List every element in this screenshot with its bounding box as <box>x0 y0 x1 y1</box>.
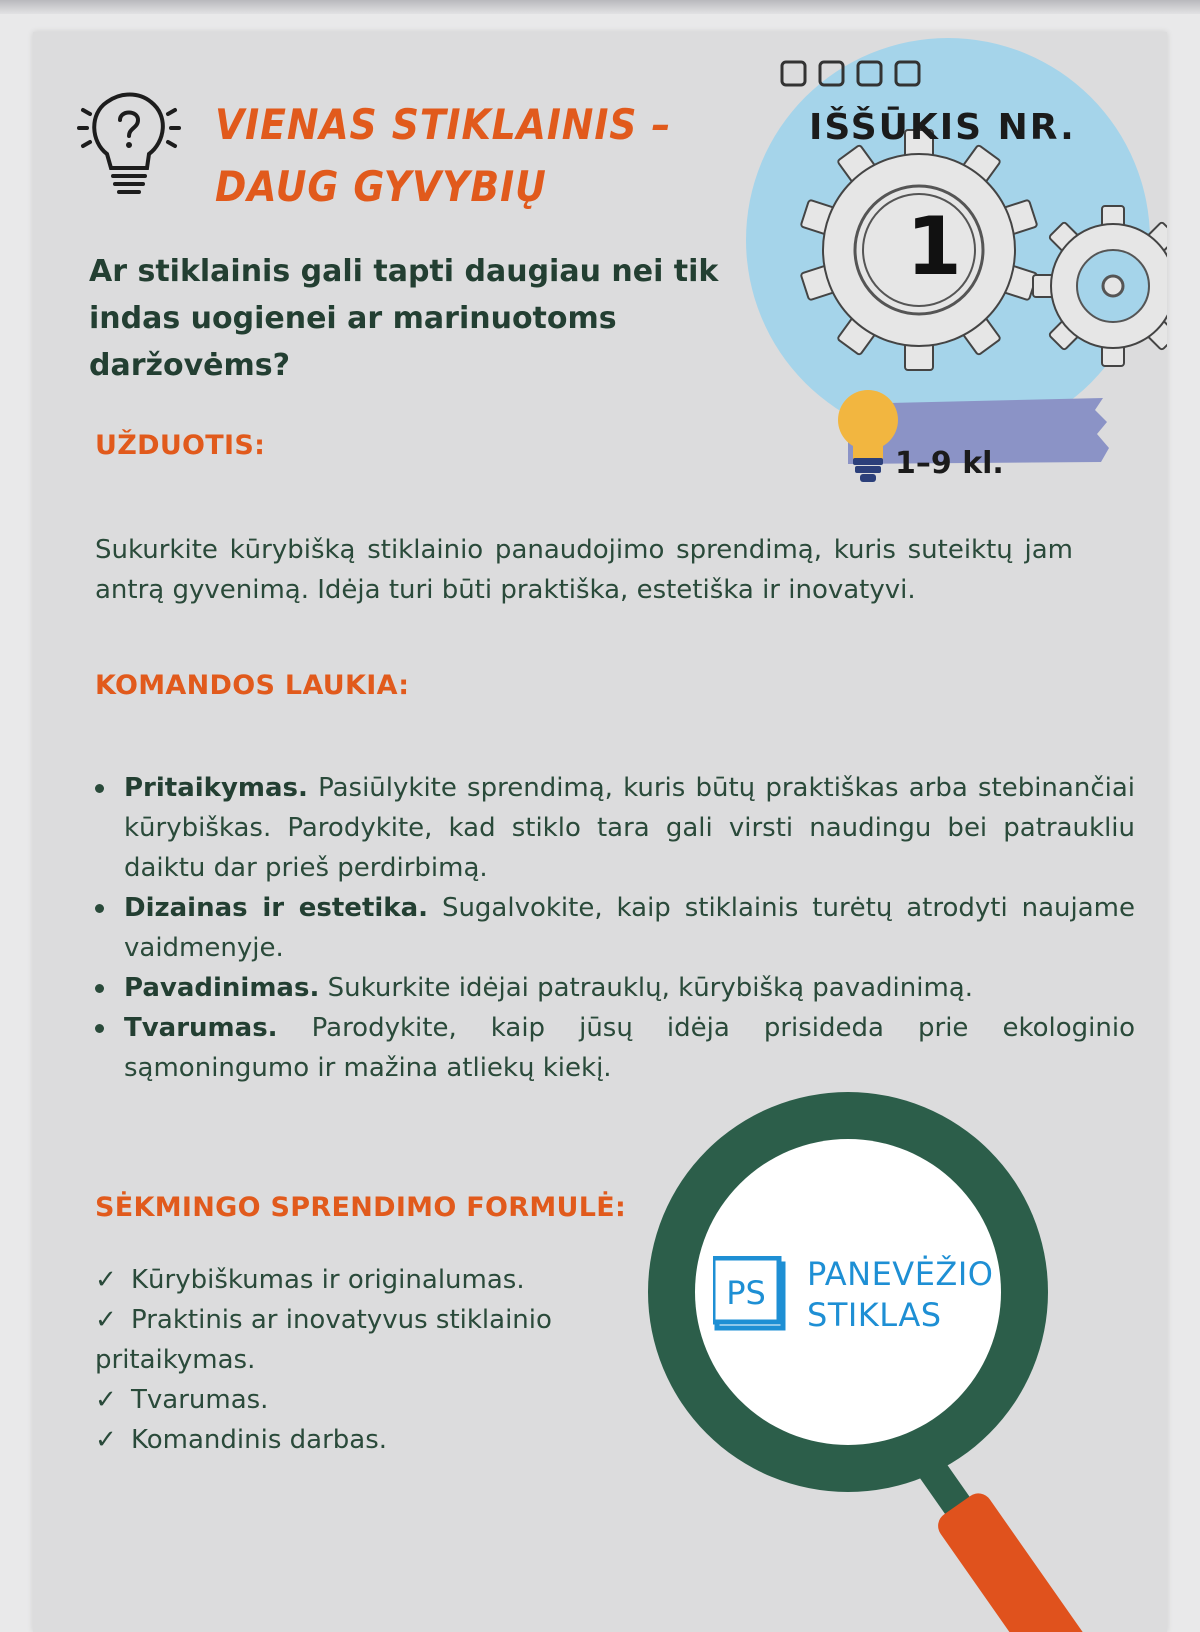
logo-mark <box>713 1256 789 1332</box>
formula-heading: SĖKMINGO SPRENDIMO FORMULĖ: <box>95 1192 627 1223</box>
page-title <box>215 94 671 218</box>
checkmark-icon: ✓ <box>95 1425 117 1455</box>
expectations-heading: KOMANDOS LAUKIA: <box>95 670 410 701</box>
title-line-2: DAUG GYVYBIŲ <box>215 162 547 211</box>
list-item: Dizainas ir estetika. Sugalvokite, kaip stiklainis turėtų atrodyti naujame vaidmenyje. <box>95 888 1135 968</box>
grade-range: 1–9 kl. <box>895 446 1004 481</box>
challenge-label: IŠŠŪKIS NR. <box>809 107 1076 148</box>
logo-name-line-2: STIKLAS <box>807 1296 942 1334</box>
title-line-1: VIENAS STIKLAINIS – <box>215 100 672 149</box>
logo-initials: PS <box>726 1274 766 1312</box>
task-text: Sukurkite kūrybišką stiklainio panaudojimo sprendimą, kuris suteiktų jam antrą gyvenimą. Idėja turi būti praktiška, estetiška ir inovatyvi. <box>95 535 1073 605</box>
list-item: Pavadinimas. Sukurkite idėjai patrauklų, kūrybišką pavadinimą. <box>95 968 1135 1008</box>
list-item: ✓ Komandinis darbas. <box>95 1420 615 1460</box>
list-item: Pritaikymas. Pasiūlykite sprendimą, kuris būtų praktiškas arba stebinančiai kūrybiškas. Parodykite, kad stiklo tara gali virsti naudingu bei patraukliu daiktu dar prieš perdirbimą. <box>95 768 1135 888</box>
lightbulb-question-icon <box>73 84 185 200</box>
list-item: ✓ Kūrybiškumas ir originalumas. <box>95 1260 615 1300</box>
top-shadow-bar <box>0 0 1200 14</box>
logo-name-line-1: PANEVĖŽIO <box>807 1255 994 1293</box>
magnifying-glass-icon <box>643 1092 1167 1632</box>
checkmark-icon: ✓ <box>95 1265 117 1295</box>
checkmark-icon: ✓ <box>95 1305 117 1335</box>
lead-question: Ar stiklainis gali tapti daugiau nei tik indas uogienei ar marinuotoms daržovėms? <box>89 254 719 383</box>
challenge-card <box>33 32 1167 1632</box>
task-heading: UŽDUOTIS: <box>95 430 266 461</box>
checkmark-icon: ✓ <box>95 1385 117 1415</box>
challenge-number: 1 <box>906 200 962 293</box>
expectations-list <box>95 768 1135 1088</box>
formula-list <box>95 1260 615 1460</box>
list-item: Tvarumas. Parodykite, kaip jūsų idėja prisideda prie ekologinio sąmoningumo ir mažina atliekų kiekį. <box>95 1008 1135 1088</box>
logo-name <box>807 1254 993 1336</box>
list-item: ✓ Tvarumas. <box>95 1380 615 1420</box>
list-item: ✓ Praktinis ar inovatyvus stiklainio pritaikymas. <box>95 1300 615 1380</box>
lightbulb-icon <box>838 390 898 482</box>
